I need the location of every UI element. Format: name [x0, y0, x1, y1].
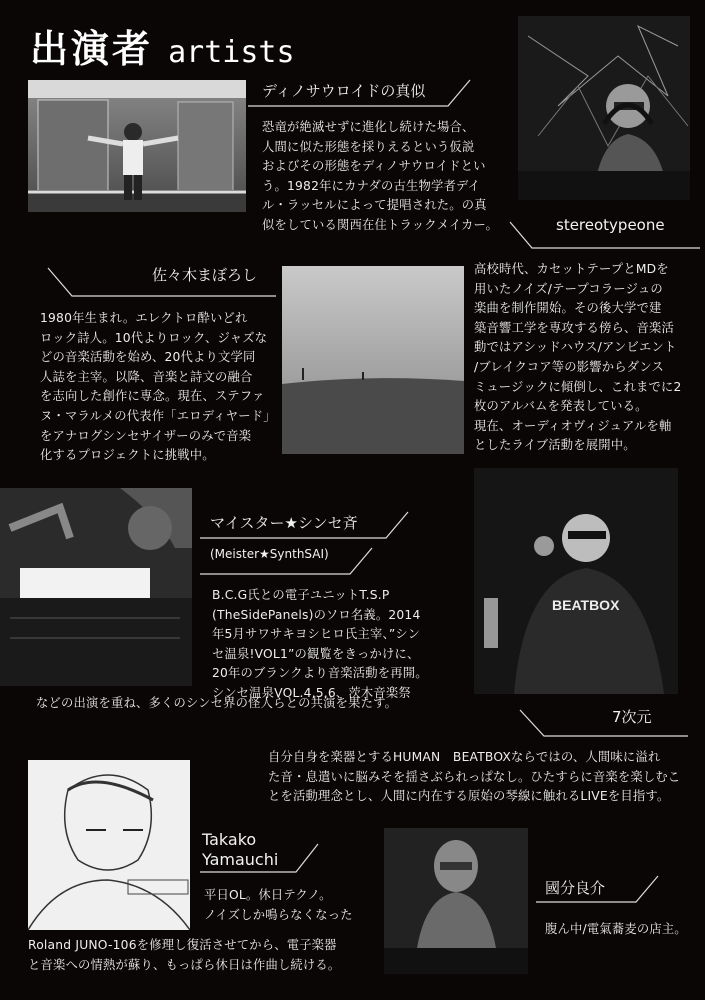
name-underline: [510, 220, 700, 250]
name-underline: [520, 706, 690, 746]
artist-bio-takako-tail: Roland JUNO-106を修理し復活させてから、電子楽器 と音楽への情熱が蘇り、もっぱら休日は作曲し続ける。: [28, 938, 341, 972]
artist-bio-sasaki: 1980年生まれ。エレクトロ酔いどれ ロック詩人。10代よりロック、ジャズな どの音楽活動を始め、20代より文学同 人誌を主宰。以降、音楽と詩文の融合 を志向した創作に専念。現在、ステファ ヌ・マラルメの代表作「エロディヤード」 をアナログシンセサイザーのみで音楽 化するプロジェクトに挑戦中。: [40, 311, 276, 463]
page-title: [30, 18, 295, 73]
artist-name-synthsai: マイスター★シンセ斉: [210, 514, 358, 532]
shirt-text: BEATBOX: [552, 597, 620, 613]
artist-name-takako-line2: Yamauchi: [202, 850, 279, 869]
name-underline: [200, 830, 320, 876]
artist-name-sasaki: 佐々木まぼろし: [152, 266, 258, 284]
synthsai-photo: [0, 488, 192, 686]
stereotypeone-photo: [518, 16, 690, 200]
artist-name-takako-line1: Takako: [202, 830, 257, 849]
artist-bio-dinosauroid: 恐竜が絶滅せずに進化し続けた場合、 人間に似た形態を採りえるという仮説 およびその形態をディノサウロイドとい う。1982年にカナダの古生物学者デイ ル・ラッセルによって提唱された。の真 似をしている関西在住トラックメイカー。: [262, 120, 498, 232]
dinosauroid-photo: [28, 80, 246, 212]
artist-bio-synthsai: B.C.G氏との電子ユニットT.S.P (TheSidePanels)のソロ名義。2014 年5月サワサキヨシヒロ氏主宰、”シン セ温泉!VOL1”の観覧をきっかけに、 20年のブランクより音楽活動を再開。 シンセ温泉VOL.4,5,6、茨木音楽祭: [212, 588, 428, 700]
name-underline: [248, 78, 468, 108]
name-underline: [48, 266, 278, 300]
name-underline: [536, 872, 676, 908]
artist-name-stereotypeone: stereotypeone: [556, 216, 665, 234]
artist-subname-synthsai: (Meister★SynthSAI): [210, 547, 329, 561]
artist-bio-kokubu: 腹ん中/電氣蕎麦の店主。: [545, 922, 687, 936]
artist-bio-takako: 平日OL。休日テクノ。 ノイズしか鳴らなくなった: [204, 888, 353, 922]
7jigen-photo: [474, 468, 678, 694]
takako-photo: [28, 760, 190, 930]
title-english: artists: [168, 35, 295, 70]
sasaki-photo: [282, 266, 464, 454]
artist-name-7jigen: 7次元: [612, 708, 652, 726]
artist-bio-synthsai-tail: などの出演を重ね、多くのシンセ界の怪人らとの共演を果たす。: [36, 696, 398, 710]
artist-bio-7jigen: 自分自身を楽器とするHUMAN BEATBOXならではの、人間味に溢れ た音・息遣いに脳みそを揺さぶられっぱなし。ひたすらに音楽を楽しむこ とを活動理念とし、人間に内在する原始の琴線に触れるLIVEを目指す。: [268, 750, 681, 804]
title-japanese: 出演者: [30, 26, 154, 71]
kokubu-photo: [384, 828, 528, 974]
artist-name-kokubu: 國分良介: [545, 879, 606, 897]
artist-bio-stereotypeone: 高校時代、カセットテープとMDを 用いたノイズ/テープコラージュの 楽曲を制作開始。その後大学で建 築音響工学を専攻する傍ら、音楽活 動ではアシッドハウス/アンビエント /ブレイクコア等の影響からダンス ミュージックに傾倒し、これまでに2 枚のアルバムを発表している。 現在、オーディオヴィジュアルを軸 としたライブ活動を展開中。: [474, 262, 682, 453]
artist-name-dinosauroid: ディノサウロイドの真似: [262, 82, 426, 100]
